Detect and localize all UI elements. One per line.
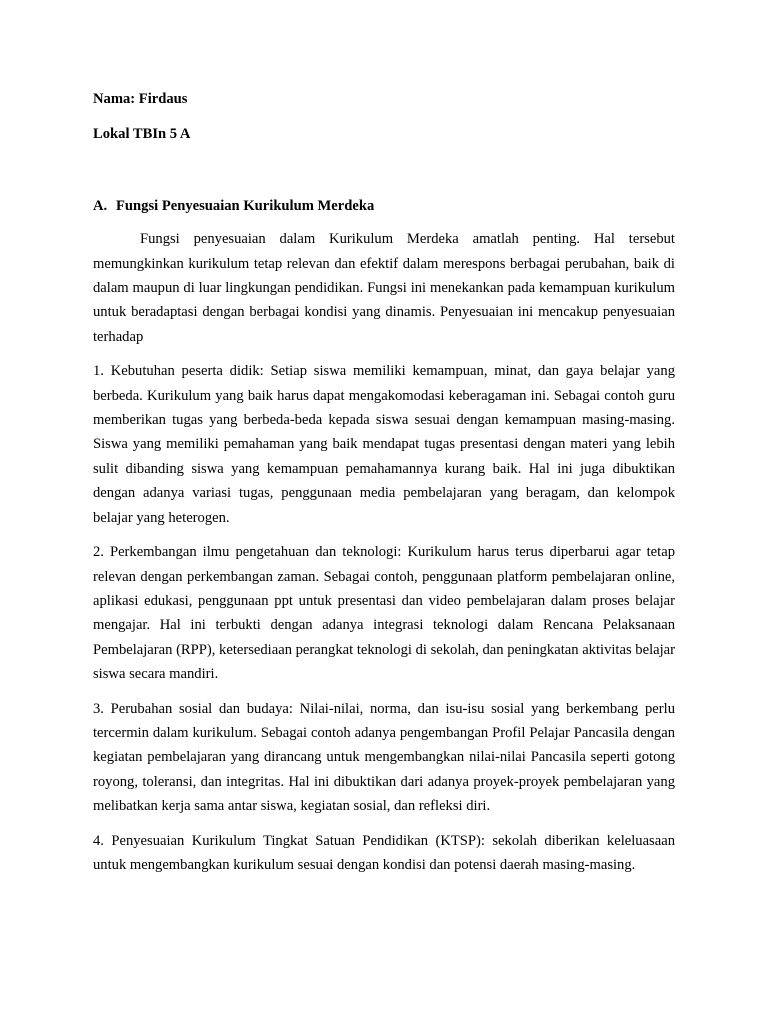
list-item-4: 4. Penyesuaian Kurikulum Tingkat Satuan Pendidikan (KTSP): sekolah diberikan keleluasaan untuk mengembangkan kurikulum sesuai dengan kondisi dan potensi daerah masing-masing. [93, 832, 675, 873]
list-item-2: 2. Perkembangan ilmu pengetahuan dan teknologi: Kurikulum harus terus diperbarui agar tetap relevan dengan perkembangan zaman. Sebagai contoh, penggunaan platform pembelajaran online, aplikasi edukasi, penggunaan ppt untuk presentasi dan video pembelajaran dalam proses belajar mengajar. Hal ini terbukti dengan adanya integrasi teknologi dalam Rencana Pelaksanaan Pembelajaran (RPP), ketersediaan perangkat teknologi di sekolah, dan peningkatan aktivitas belajar siswa secara mandiri. [93, 544, 675, 683]
section-number: A. [93, 197, 108, 214]
list-item-3: 3. Perubahan sosial dan budaya: Nilai-nilai, norma, dan isu-isu sosial yang berkembang perlu tercermin dalam kurikulum. Sebagai contoh adanya pengembangan Profil Pelajar Pancasila dengan kegiatan pembelajaran yang dirancang untuk mengembangkan nilai-nilai Pancasila seperti gotong royong, toleransi, dan integritas. Hal ini dibuktikan dari adanya proyek-proyek pembelajaran yang melibatkan kerja sama antar siswa, kegiatan sosial, dan refleksi diri. [93, 700, 675, 815]
student-class: Lokal TBIn 5 A [93, 126, 191, 143]
intro-paragraph: Fungsi penyesuaian dalam Kurikulum Merdeka amatlah penting. Hal tersebut memungkinkan kurikulum tetap relevan dan efektif dalam merespons berbagai perubahan, baik di dalam maupun di luar lingkungan pendidikan. Fungsi ini menekankan pada kemampuan kurikulum untuk beradaptasi dengan berbagai kondisi yang dinamis. Penyesuaian ini mencakup penyesuaian terhadap [93, 231, 675, 345]
document-body [93, 87, 675, 887]
list-item-1: 1. Kebutuhan peserta didik: Setiap siswa memiliki kemampuan, minat, dan gaya belajar yang berbeda. Kurikulum yang baik harus dapat mengakomodasi keberagaman ini. Sebagai contoh guru memberikan tugas yang berbeda-beda kepada siswa sesuai dengan kemampuan masing-masing. Siswa yang memiliki pemahaman yang baik mendapat tugas presentasi dengan materi yang lebih sulit dibanding siswa yang kemampuan pemahamannya kurang baik. Hal ini juga dibuktikan dengan adanya variasi tugas, penggunaan media pembelajaran yang beragam, dan kelompok belajar yang heterogen. [93, 363, 675, 526]
section-heading [93, 194, 675, 218]
section-title: Fungsi Penyesuaian Kurikulum Merdeka [116, 197, 375, 214]
student-name: Nama: Firdaus [93, 91, 188, 107]
